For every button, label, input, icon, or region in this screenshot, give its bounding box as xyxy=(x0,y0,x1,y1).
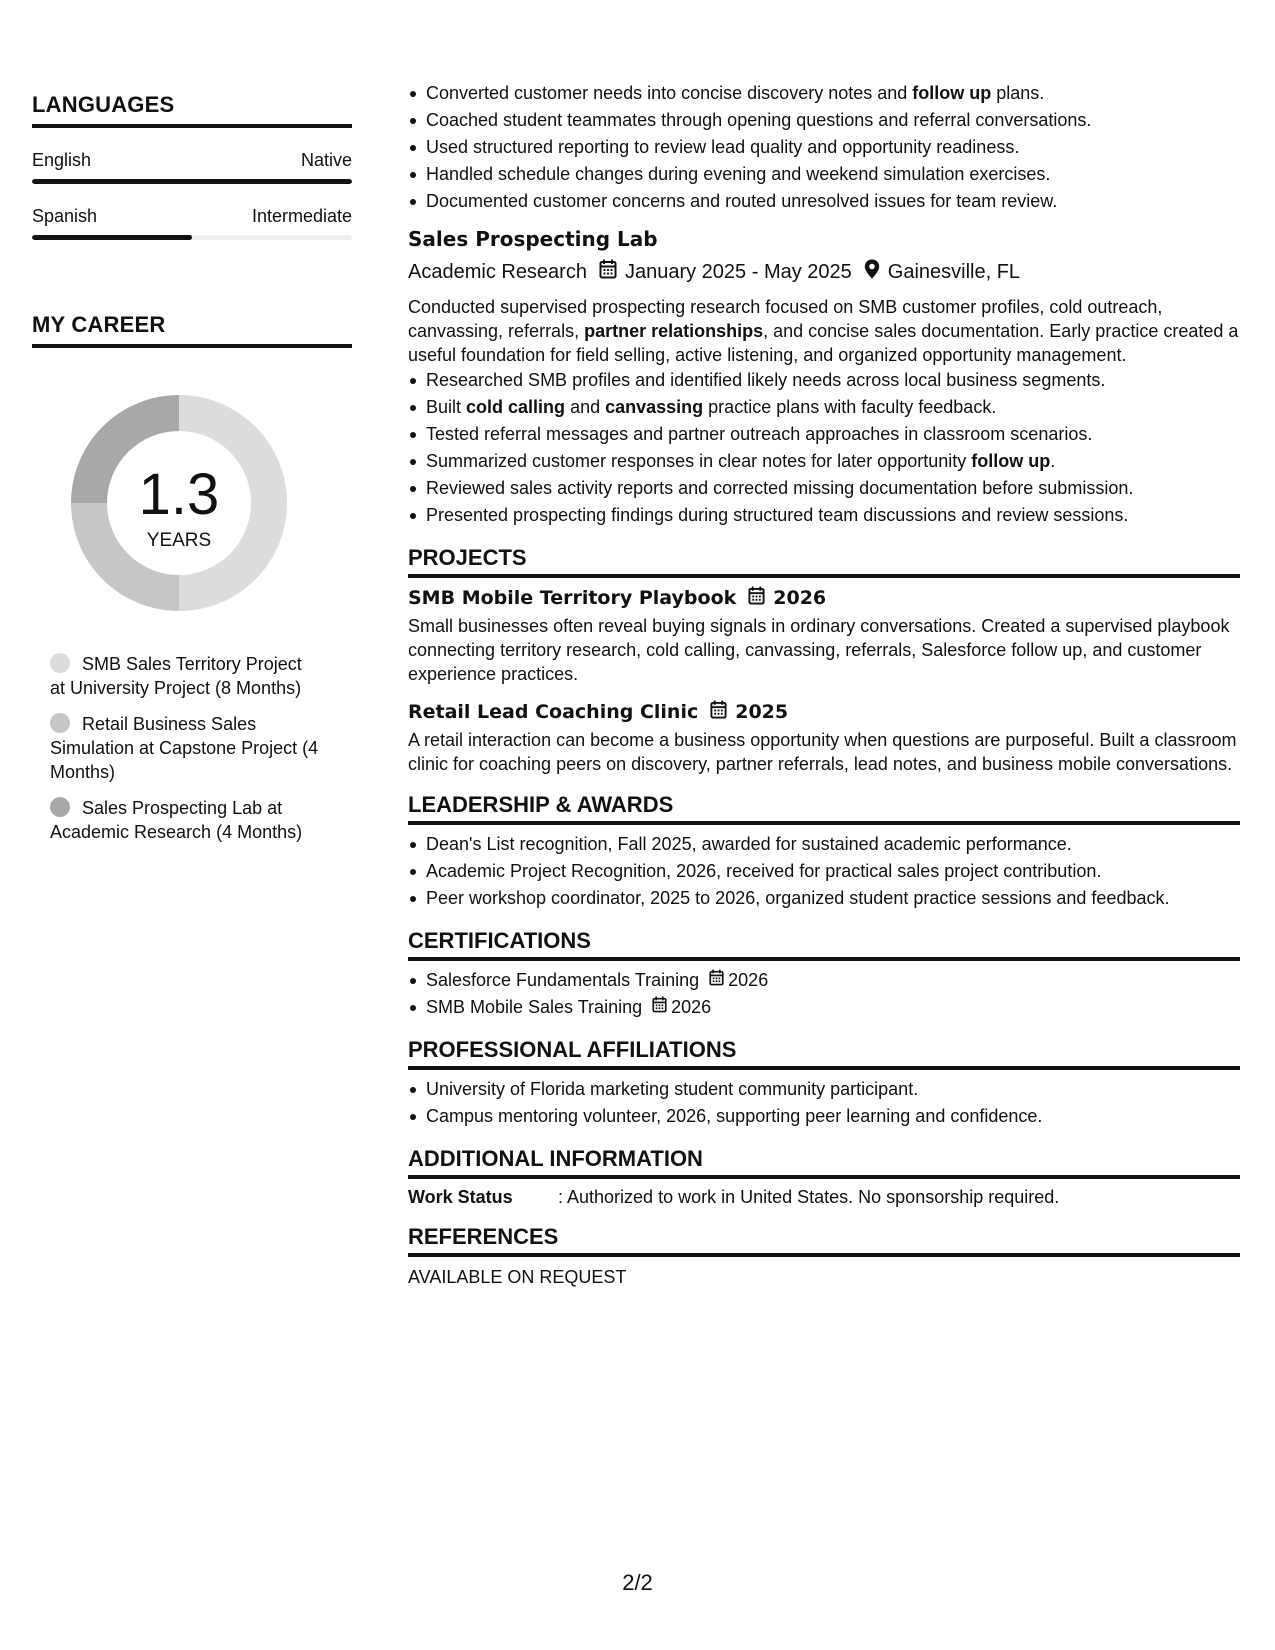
work-status-value: : Authorized to work in United States. No sponsorship required. xyxy=(558,1187,1060,1207)
affiliations-list xyxy=(408,1076,1240,1130)
project-year: 2026 xyxy=(773,587,827,609)
experience-bullet: Summarized customer responses in clear notes for later opportunity follow up. xyxy=(408,448,1240,475)
language-item xyxy=(32,206,352,240)
certification-item xyxy=(408,994,1240,1021)
language-proficiency-fill xyxy=(32,235,192,240)
project-description: A retail interaction can become a business opportunity when questions are purposeful. Built a classroom clinic for coaching peers on discovery, partner referrals, lead notes, and business mobile conversations. xyxy=(408,730,1237,774)
award-item: Dean's List recognition, Fall 2025, awarded for sustained academic performance. xyxy=(408,831,1240,858)
award-item: Peer workshop coordinator, 2025 to 2026, organized student practice sessions and feedback. xyxy=(408,885,1240,912)
affiliation-item: University of Florida marketing student community participant. xyxy=(408,1076,1240,1103)
affiliation-item: Campus mentoring volunteer, 2026, supporting peer learning and confidence. xyxy=(408,1103,1240,1130)
affiliations-heading: PROFESSIONAL AFFILIATIONS xyxy=(408,1037,1240,1070)
certification-name: Salesforce Fundamentals Training xyxy=(426,970,700,990)
career-legend-item xyxy=(50,712,320,784)
map-pin-icon xyxy=(864,259,880,285)
experience-bullet: Coached student teammates through opening questions and referral conversations. xyxy=(408,107,1240,134)
references-section xyxy=(408,1224,1240,1288)
project-item xyxy=(408,700,1240,776)
page-number: 2/2 xyxy=(622,1570,653,1595)
career-donut-center xyxy=(66,390,292,616)
affiliations-section xyxy=(408,1037,1240,1130)
calendar-icon xyxy=(599,259,617,285)
certification-year: 2026 xyxy=(728,970,769,990)
experience-continued-bullets xyxy=(408,80,1240,215)
career-total-years: 1.3 xyxy=(138,462,220,527)
project-year: 2025 xyxy=(735,701,789,723)
experience-bullet: Handled schedule changes during evening and weekend simulation exercises. xyxy=(408,161,1240,188)
experience-entry xyxy=(408,227,1240,529)
language-proficiency-bar xyxy=(32,179,352,184)
certification-item xyxy=(408,967,1240,994)
language-name: Spanish xyxy=(32,206,98,226)
experience-meta xyxy=(408,259,1240,285)
language-item xyxy=(32,150,352,184)
certifications-list xyxy=(408,967,1240,1021)
project-title: SMB Mobile Territory Playbook xyxy=(408,587,737,609)
experience-dates: January 2025 - May 2025 xyxy=(624,260,852,283)
projects-heading: PROJECTS xyxy=(408,545,1240,578)
career-legend xyxy=(50,652,320,844)
awards-section xyxy=(408,792,1240,912)
additional-info-section xyxy=(408,1146,1240,1208)
calendar-icon xyxy=(710,700,727,724)
award-item: Academic Project Recognition, 2026, received for practical sales project contribution. xyxy=(408,858,1240,885)
work-status-row xyxy=(408,1187,1240,1208)
certification-name: SMB Mobile Sales Training xyxy=(426,997,643,1017)
experience-bullet: Converted customer needs into concise discovery notes and follow up plans. xyxy=(408,80,1240,107)
experience-bullet: Used structured reporting to review lead quality and opportunity readiness. xyxy=(408,134,1240,161)
awards-heading: LEADERSHIP & AWARDS xyxy=(408,792,1240,825)
projects-section xyxy=(408,545,1240,776)
sidebar xyxy=(32,92,352,856)
legend-label: Sales Prospecting Lab at Academic Research (4 Months) xyxy=(50,798,303,842)
career-legend-item xyxy=(50,652,320,700)
languages-section xyxy=(32,92,352,240)
main-content xyxy=(408,80,1240,1288)
project-title: Retail Lead Coaching Clinic xyxy=(408,701,699,723)
calendar-icon xyxy=(652,994,667,1021)
language-proficiency-bar xyxy=(32,235,352,240)
additional-info-heading: ADDITIONAL INFORMATION xyxy=(408,1146,1240,1179)
project-item xyxy=(408,586,1240,686)
languages-heading: LANGUAGES xyxy=(32,92,352,128)
experience-title: Sales Prospecting Lab xyxy=(408,227,658,251)
legend-dot xyxy=(50,797,70,817)
career-total-unit: YEARS xyxy=(146,530,212,551)
language-level: Intermediate xyxy=(251,206,352,226)
references-heading: REFERENCES xyxy=(408,1224,1240,1257)
calendar-icon xyxy=(709,967,724,994)
certifications-heading: CERTIFICATIONS xyxy=(408,928,1240,961)
references-text: AVAILABLE ON REQUEST xyxy=(408,1267,627,1287)
experience-bullet: Documented customer concerns and routed unresolved issues for team review. xyxy=(408,188,1240,215)
experience-bullets xyxy=(408,367,1240,529)
experience-location: Gainesville, FL xyxy=(887,260,1021,283)
experience-bullet: Tested referral messages and partner outreach approaches in classroom scenarios. xyxy=(408,421,1240,448)
legend-label: SMB Sales Territory Project at University Project (8 Months) xyxy=(50,654,302,698)
project-description: Small businesses often reveal buying signals in ordinary conversations. Created a supervised playbook connecting territory research, cold calling, canvassing, referrals, Salesforce follow up, and customer experience practices. xyxy=(408,616,1230,684)
career-heading: MY CAREER xyxy=(32,312,352,348)
awards-list xyxy=(408,831,1240,912)
experience-org: Academic Research xyxy=(408,260,587,283)
calendar-icon xyxy=(748,586,765,610)
experience-description: Conducted supervised prospecting research focused on SMB customer profiles, cold outreach, canvassing, referrals, partner relationships, and concise sales documentation. Early practice created a useful foundation for field selling, active listening, and organized opportunity management. xyxy=(408,297,1239,365)
career-section xyxy=(32,312,352,844)
legend-dot xyxy=(50,653,70,673)
experience-bullet: Researched SMB profiles and identified likely needs across local business segments. xyxy=(408,367,1240,394)
career-legend-item xyxy=(50,796,320,844)
work-status-label: Work Status xyxy=(408,1187,513,1207)
certification-year: 2026 xyxy=(671,997,712,1017)
experience-bullet: Reviewed sales activity reports and corrected missing documentation before submission. xyxy=(408,475,1240,502)
language-name: English xyxy=(32,150,92,170)
legend-label: Retail Business Sales Simulation at Capstone Project (4 Months) xyxy=(50,714,319,782)
legend-dot xyxy=(50,713,70,733)
language-level: Native xyxy=(300,150,352,170)
experience-bullet: Presented prospecting findings during structured team discussions and review sessions. xyxy=(408,502,1240,529)
career-donut-chart xyxy=(66,390,292,616)
certifications-section xyxy=(408,928,1240,1021)
experience-bullet: Built cold calling and canvassing practice plans with faculty feedback. xyxy=(408,394,1240,421)
language-proficiency-fill xyxy=(32,179,352,184)
